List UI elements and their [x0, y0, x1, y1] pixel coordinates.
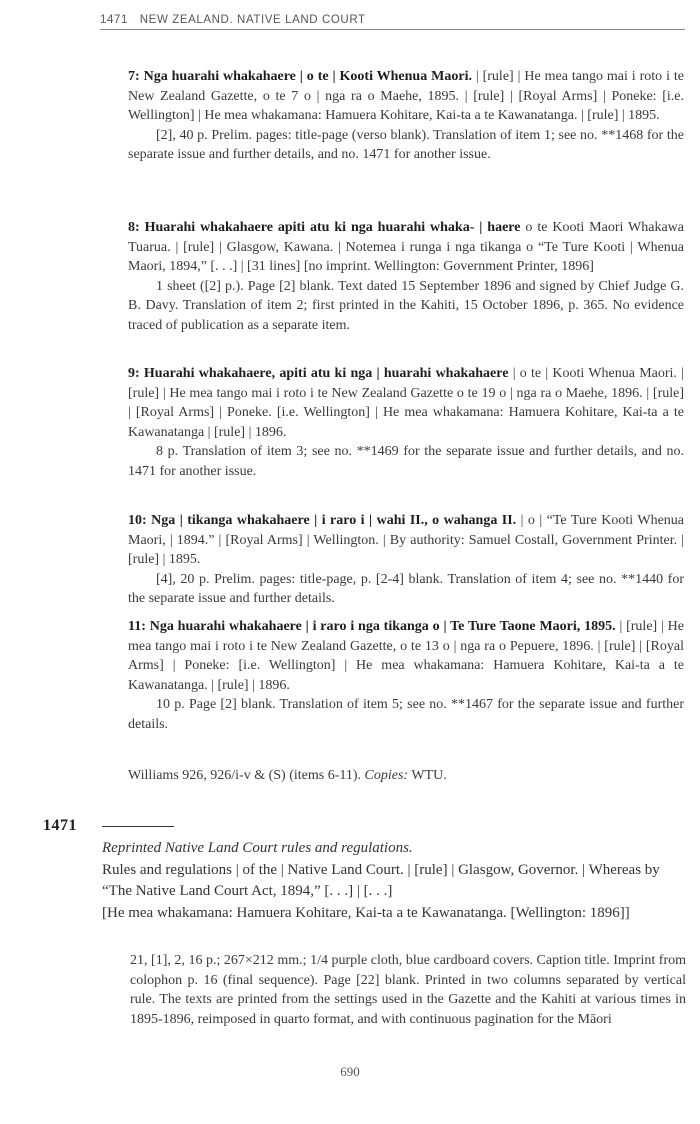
copies-value: WTU. [411, 768, 447, 783]
entry-1471-title-block [102, 838, 662, 924]
item-11 [128, 617, 684, 734]
item-note: 1 sheet ([2] p.). Page [2] blank. Text dated 15 September 1896 and signed by Chief Judge G. B. Davy. Translation of item 2; first printed in the Kahiti, 15 October 1896, p. 365. No evidence traced of publication as a separate item. [128, 278, 684, 333]
description-rest: purple cloth, blue cardboard covers. Caption title. Imprint from colophon p. 16 (final sequence). Page [22] blank. Printed in two columns separated by vertical rule. The texts are printed from the settings used in the Gazette and the Kahiti at various times in 1895-1896, reimposed in quarto format, and with continuous pagination for the Māori [130, 953, 686, 1027]
item-title: 11: Nga huarahi whakahaere | i raro i nga tikanga o | Te Ture Taone Maori, 1895. [128, 619, 616, 634]
item-note: [4], 20 p. Prelim. pages: title-page, p. [2-4] blank. Translation of item 4; see no. **1440 for the separate issue and further details. [128, 571, 684, 606]
item-title: 9: Huarahi whakahaere, apiti atu ki nga | huarahi whakahaere [128, 366, 509, 381]
item-note: 10 p. Page [2] blank. Translation of item 5; see no. **1467 for the separate issue and further details. [128, 697, 684, 732]
entry-number: 1471 [43, 817, 77, 834]
item-8 [128, 218, 684, 335]
item-transcription: | [rule] | He mea tango mai i roto i te New Zealand Gazette, o te 13 o | nga ra o Pepuere, 1896. | [rule] | [Royal Arms] | Poneke: [i.e. Wellington] | He mea whakamana: Hamuera Kohitare, Kai-ta a te Kawanatanga. | [rule] | 1896. [128, 619, 684, 693]
item-note: [2], 40 p. Prelim. pages: title-page (verso blank). Translation of item 1; see no. **1468 for the separate issue and further details, and no. 1471 for another issue. [128, 127, 684, 162]
item-transcription: | o | “Te Ture Kooti Whenua Maori, | 1894.” | [Royal Arms] | Wellington. | By authority: Samuel Costall, Government Printer. | [rule] | 1895. [128, 513, 684, 567]
running-head [100, 14, 685, 30]
item-title: 7: Nga huarahi whakahaere | o te | Kooti Whenua Maori. [128, 69, 472, 84]
item-note: 8 p. Translation of item 3; see no. **1469 for the separate issue and further details, and no. 1471 for another issue. [128, 444, 684, 479]
williams-reference [128, 766, 684, 786]
entry-1471-description [130, 951, 686, 1029]
description-start: 21, [1], 2, 16 p.; 267×212 mm.; [130, 953, 311, 968]
item-title: 10: Nga | tikanga whakahaere | i raro i | wahi II., o wahanga II. [128, 513, 517, 528]
entry-transcription-imprint: [He mea whakamana: Hamuera Kohitare, Kai-ta a te Kawanatanga. [Wellington: 1896]] [102, 904, 630, 921]
item-transcription: | [rule] | He mea tango mai i roto i te New Zealand Gazette, o te 7 o | nga ra o Maehe, 1895. | [rule] | [Royal Arms] | Poneke: [i.e. Wellington] | He mea whakamana: Hamuera Kohitare, Kai-ta a te Kawanatanga. | [rule] | 1895. [128, 69, 684, 123]
entry-title: Reprinted Native Land Court rules and regulations. [102, 840, 413, 856]
copies-label: Copies: [364, 768, 409, 783]
entry-transcription: Rules and regulations | of the | Native Land Court. | [rule] | Glasgow, Governor. | Whereas by “The Native Land Court Act, 1894,” [. . .] | [. . .] [102, 861, 660, 899]
item-10 [128, 511, 684, 609]
item-9 [128, 364, 684, 481]
running-head-title: NEW ZEALAND. NATIVE LAND COURT [139, 14, 366, 26]
entry-rule [102, 826, 174, 827]
item-transcription: o te Kooti Maori Whakawa Tuarua. | [rule] | Glasgow, Kawana. | Notemea i runga i nga tikanga o “Te Ture Kooti | Whenua Maori, 1894,” [. . .] | [31 lines] [no imprint. Wellington: Government Printer, 1896] [128, 220, 684, 274]
item-transcription: | o te | Kooti Whenua Maori. | [rule] | He mea tango mai i roto i te New Zealand Gazette o te 19 o | nga ra o Maehe, 1896. | [rule] | [Royal Arms] | Poneke. [i.e. Wellington] | He mea whakamana: Hamuera Kohitare, Kai-ta a te Kawanatanga | [rule] | 1896. [128, 366, 684, 440]
running-head-page: 1471 [100, 14, 128, 26]
item-7 [128, 67, 684, 165]
fraction: 1/4 [310, 953, 328, 968]
item-title: 8: Huarahi whakahaere apiti atu ki nga huarahi whaka- | haere [128, 220, 521, 235]
folio-page-number: 690 [340, 1064, 360, 1079]
williams-text: Williams 926, 926/i-v & (S) (items 6-11). [128, 768, 362, 783]
